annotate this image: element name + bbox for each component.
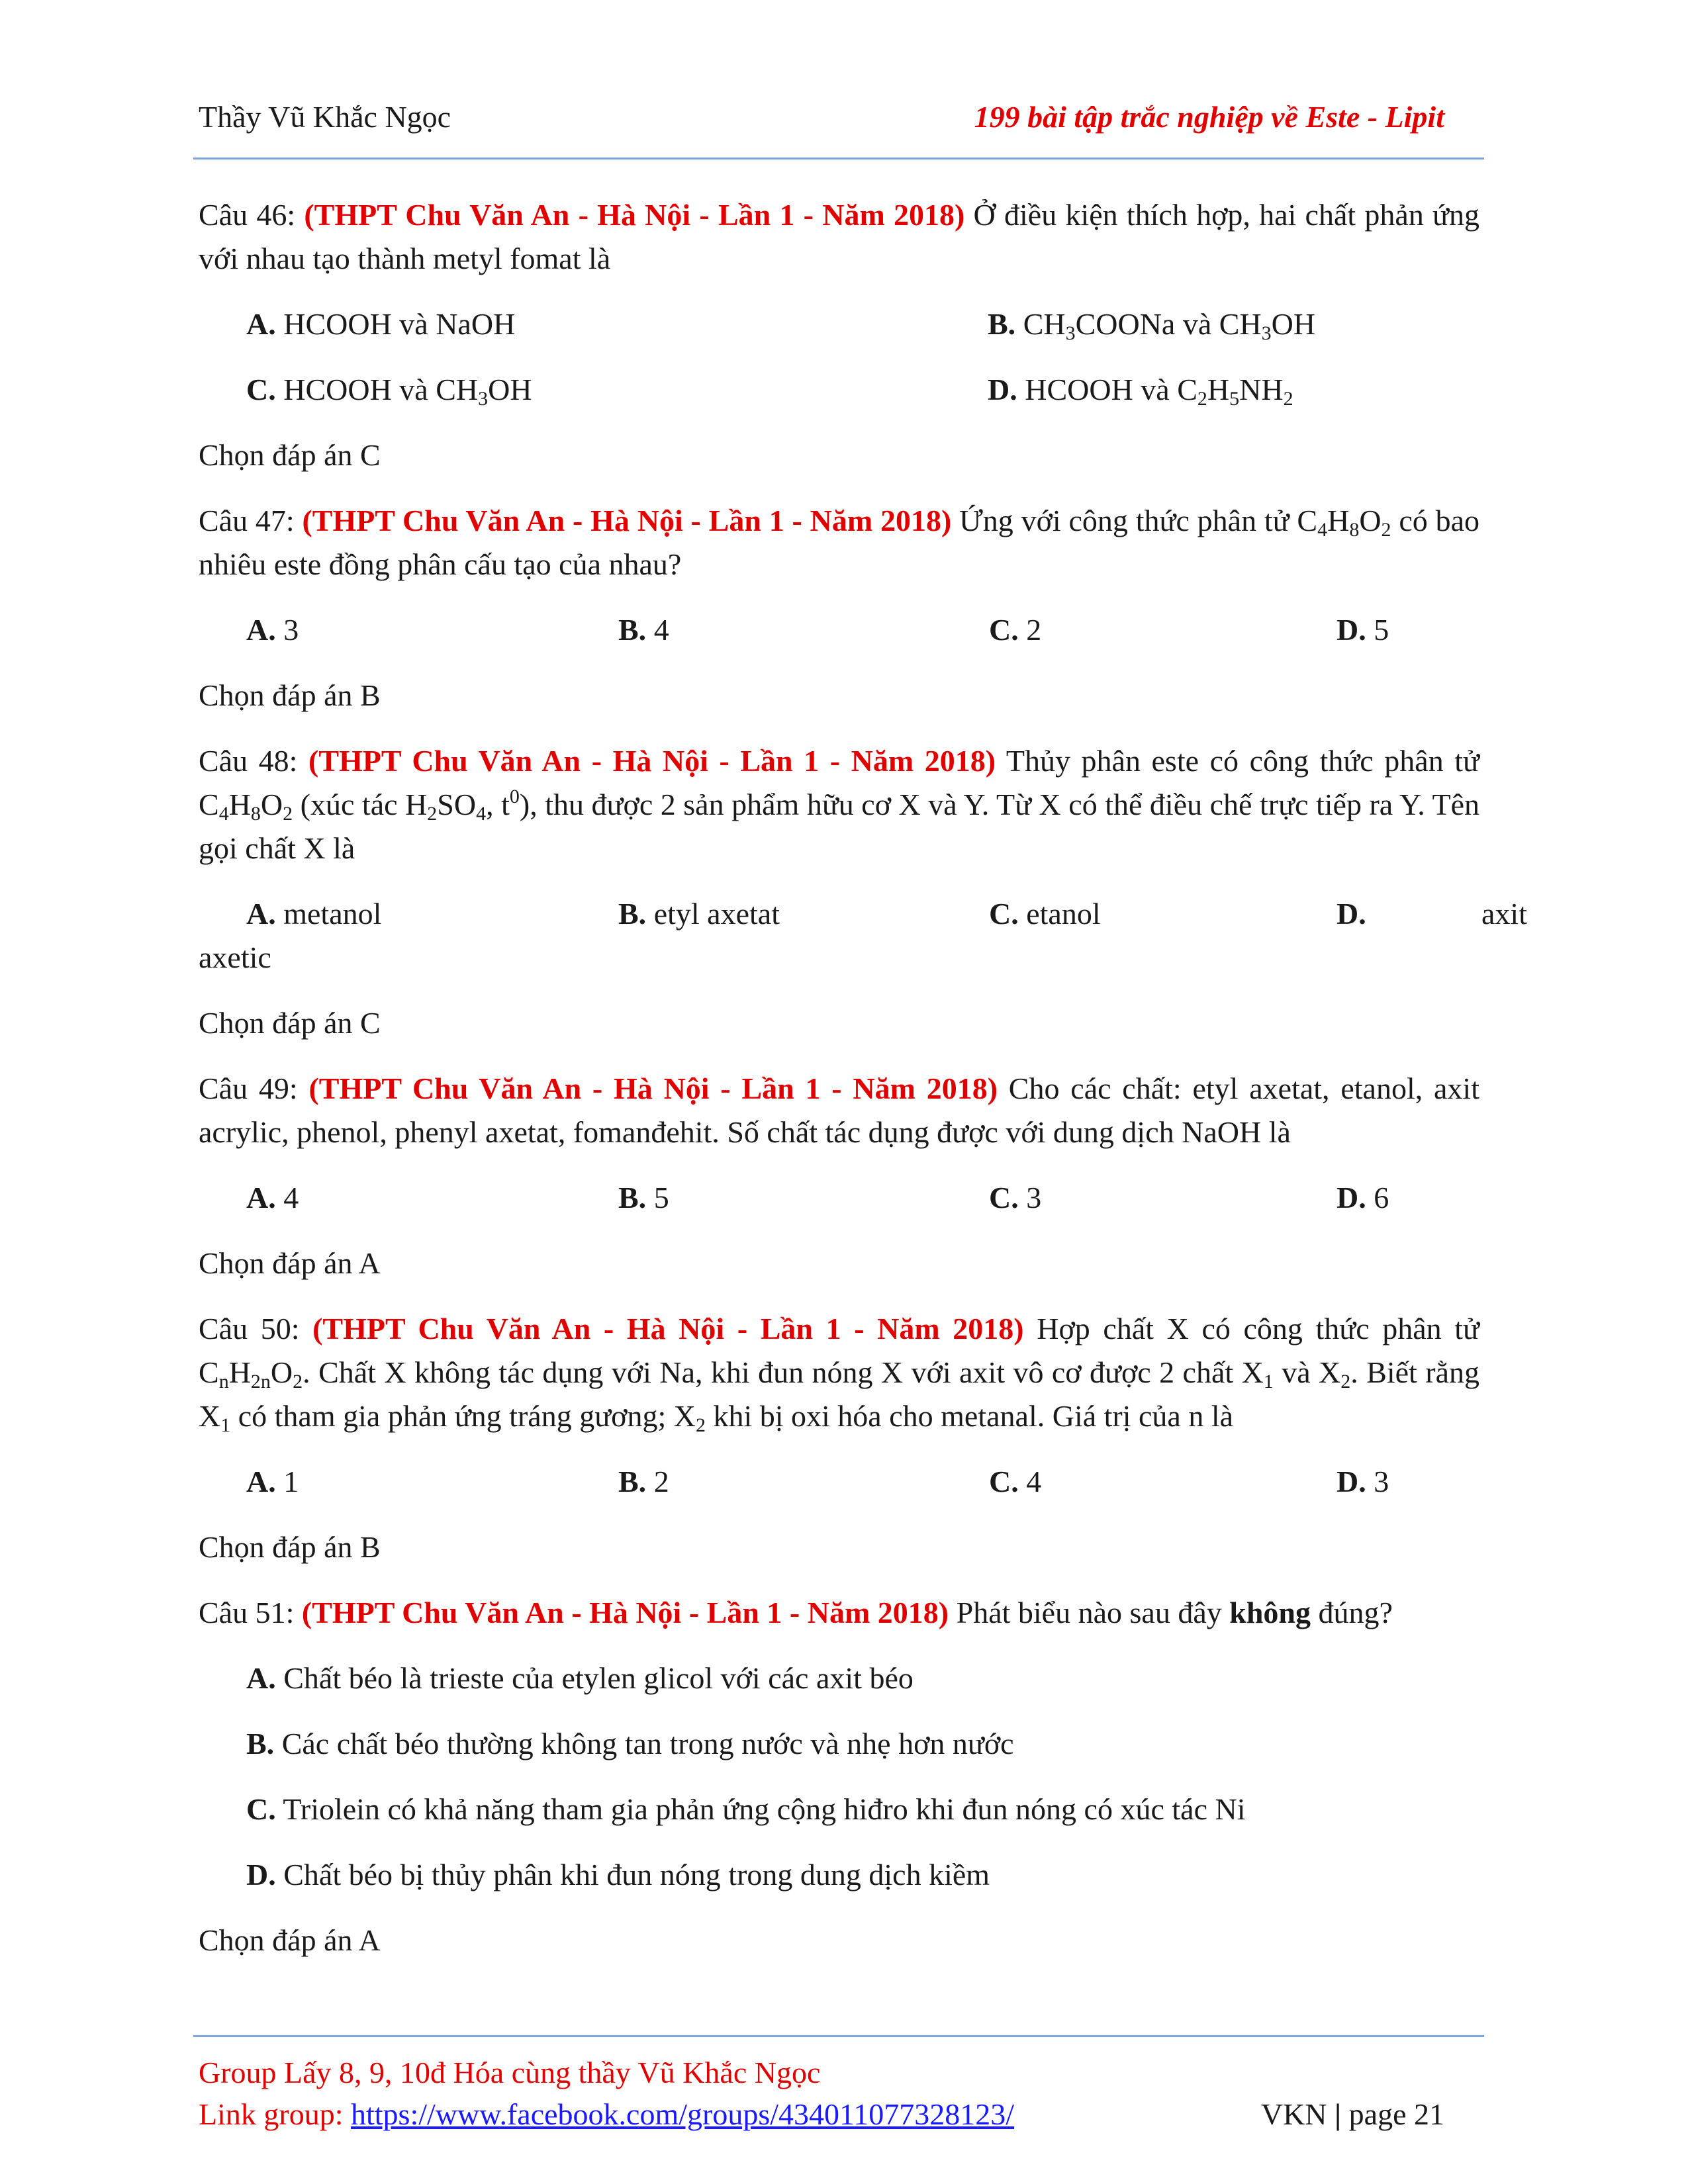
option-b: B. etyl axetat xyxy=(618,897,780,931)
question-source: (THPT Chu Văn An - Hà Nội - Lần 1 - Năm 2018) xyxy=(302,504,952,537)
answer-51: Chọn đáp án A xyxy=(199,1923,381,1957)
option-c: C. 2 xyxy=(989,613,1042,647)
option-d: D. 5 xyxy=(1336,613,1389,647)
answer-50: Chọn đáp án B xyxy=(199,1530,381,1564)
option-c: C. Triolein có khả năng tham gia phản ứng cộng hiđro khi đun nóng có xúc tác Ni xyxy=(246,1792,1246,1826)
question-source: (THPT Chu Văn An - Hà Nội - Lần 1 - Năm 2018) xyxy=(304,198,965,232)
answer-46: Chọn đáp án C xyxy=(199,438,381,472)
option-b: B. $CH_3COONa$ và $CH_3OH$ xyxy=(988,307,1316,344)
option-d: D. axit xyxy=(1336,897,1527,931)
header-divider xyxy=(193,158,1484,159)
question-49-options xyxy=(199,1176,1479,1220)
answer-49: Chọn đáp án A xyxy=(199,1246,381,1280)
option-d: D. 3 xyxy=(1336,1465,1389,1498)
question-50: Câu 50: (THPT Chu Văn An - Hà Nội - Lần 1 - Năm 2018) Hợp chất X có công thức phân tử $C_nH_{2n}O_2$. Chất X không tác dụng với Na, khi đun nóng X với axit vô cơ được 2 chất $X_1$ và $X_2$. Biết rằng $X_1$ có tham gia phản ứng tráng gương; $X_2$ khi bị oxi hóa cho metanal. Giá trị của n là xyxy=(199,1312,1479,1436)
question-48: Câu 48: (THPT Chu Văn An - Hà Nội - Lần 1 - Năm 2018) Thủy phân este có công thức phân tử $C_4H_8O_2$ (xúc tác $H_2SO_4$, $t^0$), thu được 2 sản phẩm hữu cơ X và Y. Từ X có thể điều chế trực tiếp ra Y. Tên gọi chất X là xyxy=(199,744,1480,865)
option-a: A. 1 xyxy=(246,1465,299,1498)
header-title: 199 bài tập trắc nghiệp về Este - Lipit xyxy=(974,100,1444,134)
option-d: D. 6 xyxy=(1336,1181,1389,1214)
option-c: C. etanol xyxy=(989,897,1101,931)
question-51: Câu 51: (THPT Chu Văn An - Hà Nội - Lần 1 - Năm 2018) Phát biểu nào sau đây không đúng? xyxy=(199,1596,1393,1629)
footer-link-line: Link group: https://www.facebook.com/groups/434011077328123/ xyxy=(199,2097,1015,2131)
header-author: Thầy Vũ Khắc Ngọc xyxy=(199,100,451,134)
question-47-options xyxy=(199,608,1479,652)
answer-47: Chọn đáp án B xyxy=(199,678,381,712)
question-49: Câu 49: (THPT Chu Văn An - Hà Nội - Lần 1 - Năm 2018) Cho các chất: etyl axetat, etanol, axit acrylic, phenol, phenyl axetat, fomanđehit. Số chất tác dụng được với dung dịch NaOH là xyxy=(199,1071,1479,1149)
option-b: B. 2 xyxy=(618,1465,669,1498)
option-a: A. 3 xyxy=(246,613,299,647)
answer-48: Chọn đáp án C xyxy=(199,1006,381,1040)
footer-divider xyxy=(193,2035,1484,2037)
question-48-options xyxy=(199,892,1527,979)
page-number: VKN | page 21 xyxy=(1260,2097,1444,2131)
question-source: (THPT Chu Văn An - Hà Nội - Lần 1 - Năm 2018) xyxy=(301,1596,949,1629)
option-a: A. Chất béo là trieste của etylen glicol với các axit béo xyxy=(246,1661,914,1695)
emphasis: không xyxy=(1229,1596,1311,1629)
question-46: Câu 46: (THPT Chu Văn An - Hà Nội - Lần 1 - Năm 2018) Ở điều kiện thích hợp, hai chất phản ứng với nhau tạo thành metyl fomat là xyxy=(199,198,1479,275)
option-c: C. 3 xyxy=(989,1181,1042,1214)
question-source: (THPT Chu Văn An - Hà Nội - Lần 1 - Năm 2018) xyxy=(308,1071,998,1105)
option-a: A. metanol xyxy=(246,897,382,931)
option-a: A. 4 xyxy=(246,1181,299,1214)
page-content xyxy=(199,193,1527,1984)
question-46-options xyxy=(199,302,1479,412)
footer-group: Group Lấy 8, 9, 10đ Hóa cùng thầy Vũ Khắc Ngọc xyxy=(199,2056,821,2089)
option-b: B. Các chất béo thường không tan trong nước và nhẹ hơn nước xyxy=(246,1727,1014,1760)
option-c: C. 4 xyxy=(989,1465,1042,1498)
option-b: B. 4 xyxy=(618,613,669,647)
question-50-options xyxy=(199,1460,1479,1504)
option-d: D. Chất béo bị thủy phân khi đun nóng trong dung dịch kiềm xyxy=(246,1858,990,1891)
option-b: B. 5 xyxy=(618,1181,669,1214)
option-a: A. HCOOH và NaOH xyxy=(246,307,516,341)
option-d-continued: axetic xyxy=(199,940,271,974)
question-source: (THPT Chu Văn An - Hà Nội - Lần 1 - Năm 2018) xyxy=(308,744,996,778)
option-d: D. HCOOH và $C_2H_5NH_2$ xyxy=(988,373,1293,410)
question-51-options xyxy=(199,1657,1479,1897)
group-link[interactable]: https://www.facebook.com/groups/434011077328123/ xyxy=(350,2097,1015,2131)
question-47: Câu 47: (THPT Chu Văn An - Hà Nội - Lần 1 - Năm 2018) Ứng với công thức phân tử $C_4H_8O_2$ có bao nhiêu este đồng phân cấu tạo của nhau? xyxy=(199,504,1479,581)
option-c: C. HCOOH và $CH_3OH$ xyxy=(246,373,532,410)
question-source: (THPT Chu Văn An - Hà Nội - Lần 1 - Năm 2018) xyxy=(312,1312,1024,1345)
